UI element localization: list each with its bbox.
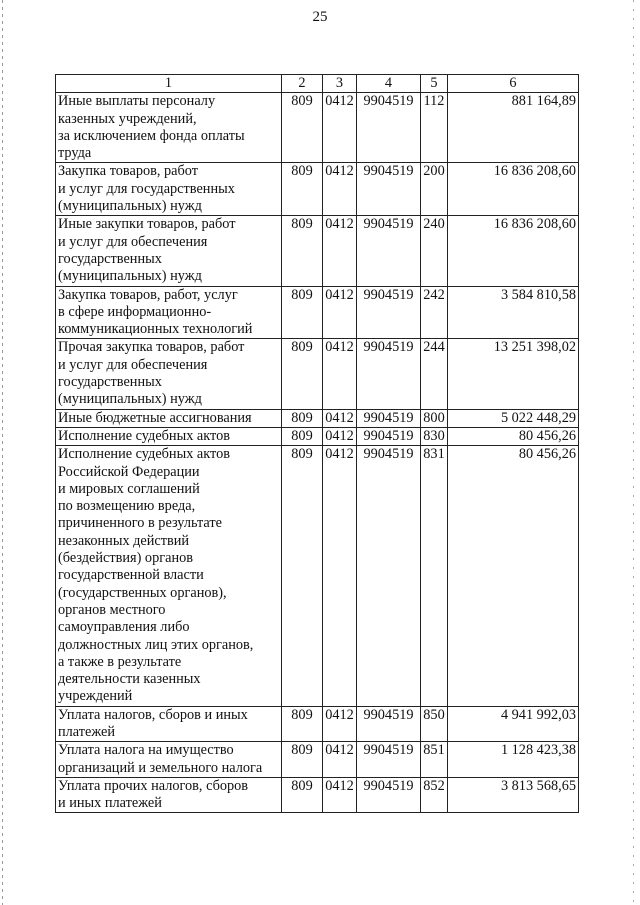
- cell-expense-type: 852: [421, 777, 448, 813]
- cell-org-code: 809: [282, 409, 323, 427]
- header-col-6: 6: [448, 75, 579, 93]
- cell-target-code: 9904519: [357, 216, 421, 286]
- cell-name: Уплата прочих налогов, сборов и иных платежей: [56, 777, 282, 813]
- table-row: [56, 409, 579, 427]
- cell-name: Уплата налогов, сборов и иных платежей: [56, 706, 282, 742]
- cell-org-code: 809: [282, 706, 323, 742]
- cell-amount: 5 022 448,29: [448, 409, 579, 427]
- cell-expense-type: 800: [421, 409, 448, 427]
- table-row: [56, 216, 579, 286]
- cell-name: Исполнение судебных актов Российской Федерации и мировых соглашений по возмещению вреда, причиненного в результате незаконных действий (бездействия) органов государственной власти (государственных органов), органов местного самоуправления либо должностных лиц этих органов, а также в результате деятельности казенных учреждений: [56, 446, 282, 706]
- cell-section-code: 0412: [323, 409, 357, 427]
- cell-expense-type: 830: [421, 427, 448, 445]
- header-col-5: 5: [421, 75, 448, 93]
- cell-expense-type: 242: [421, 286, 448, 339]
- cell-expense-type: 200: [421, 163, 448, 216]
- cell-org-code: 809: [282, 93, 323, 163]
- scan-edge-right: [633, 0, 634, 905]
- cell-amount: 3 584 810,58: [448, 286, 579, 339]
- cell-name: Закупка товаров, работ, услуг в сфере информационно- коммуникационных технологий: [56, 286, 282, 339]
- cell-org-code: 809: [282, 286, 323, 339]
- cell-org-code: 809: [282, 742, 323, 778]
- cell-target-code: 9904519: [357, 93, 421, 163]
- cell-target-code: 9904519: [357, 286, 421, 339]
- cell-expense-type: 112: [421, 93, 448, 163]
- cell-name: Прочая закупка товаров, работ и услуг для обеспечения государственных (муниципальных) нужд: [56, 339, 282, 409]
- header-col-3: 3: [323, 75, 357, 93]
- cell-amount: 1 128 423,38: [448, 742, 579, 778]
- header-row: [56, 75, 579, 93]
- cell-target-code: 9904519: [357, 163, 421, 216]
- cell-amount: 80 456,26: [448, 446, 579, 706]
- table-row: [56, 286, 579, 339]
- cell-target-code: 9904519: [357, 427, 421, 445]
- scan-edge-left: [2, 0, 3, 905]
- cell-section-code: 0412: [323, 93, 357, 163]
- cell-section-code: 0412: [323, 286, 357, 339]
- cell-section-code: 0412: [323, 742, 357, 778]
- cell-section-code: 0412: [323, 427, 357, 445]
- cell-amount: 16 836 208,60: [448, 163, 579, 216]
- cell-name: Закупка товаров, работ и услуг для государственных (муниципальных) нужд: [56, 163, 282, 216]
- table-row: [56, 742, 579, 778]
- header-col-2: 2: [282, 75, 323, 93]
- cell-target-code: 9904519: [357, 777, 421, 813]
- cell-target-code: 9904519: [357, 339, 421, 409]
- cell-name: Уплата налога на имущество организаций и земельного налога: [56, 742, 282, 778]
- cell-section-code: 0412: [323, 216, 357, 286]
- cell-org-code: 809: [282, 163, 323, 216]
- cell-org-code: 809: [282, 777, 323, 813]
- cell-expense-type: 851: [421, 742, 448, 778]
- table-row: [56, 446, 579, 706]
- cell-expense-type: 240: [421, 216, 448, 286]
- cell-org-code: 809: [282, 427, 323, 445]
- cell-amount: 4 941 992,03: [448, 706, 579, 742]
- cell-section-code: 0412: [323, 339, 357, 409]
- cell-section-code: 0412: [323, 777, 357, 813]
- header-col-4: 4: [357, 75, 421, 93]
- cell-name: Исполнение судебных актов: [56, 427, 282, 445]
- cell-amount: 3 813 568,65: [448, 777, 579, 813]
- header-col-1: 1: [56, 75, 282, 93]
- cell-org-code: 809: [282, 446, 323, 706]
- cell-section-code: 0412: [323, 163, 357, 216]
- cell-name: Иные бюджетные ассигнования: [56, 409, 282, 427]
- cell-amount: 16 836 208,60: [448, 216, 579, 286]
- cell-name: Иные закупки товаров, работ и услуг для обеспечения государственных (муниципальных) нужд: [56, 216, 282, 286]
- cell-target-code: 9904519: [357, 409, 421, 427]
- table-row: [56, 777, 579, 813]
- cell-target-code: 9904519: [357, 706, 421, 742]
- cell-target-code: 9904519: [357, 446, 421, 706]
- cell-expense-type: 244: [421, 339, 448, 409]
- cell-name: Иные выплаты персоналу казенных учреждений, за исключением фонда оплаты труда: [56, 93, 282, 163]
- cell-org-code: 809: [282, 339, 323, 409]
- cell-section-code: 0412: [323, 706, 357, 742]
- cell-org-code: 809: [282, 216, 323, 286]
- table-row: [56, 427, 579, 445]
- table-row: [56, 93, 579, 163]
- page-number: 25: [312, 9, 328, 25]
- cell-amount: 80 456,26: [448, 427, 579, 445]
- cell-section-code: 0412: [323, 446, 357, 706]
- budget-table: [55, 74, 579, 813]
- cell-expense-type: 831: [421, 446, 448, 706]
- table-row: [56, 339, 579, 409]
- table-row: [56, 163, 579, 216]
- table-row: [56, 706, 579, 742]
- cell-amount: 13 251 398,02: [448, 339, 579, 409]
- cell-target-code: 9904519: [357, 742, 421, 778]
- cell-expense-type: 850: [421, 706, 448, 742]
- cell-amount: 881 164,89: [448, 93, 579, 163]
- table-body: [56, 93, 579, 813]
